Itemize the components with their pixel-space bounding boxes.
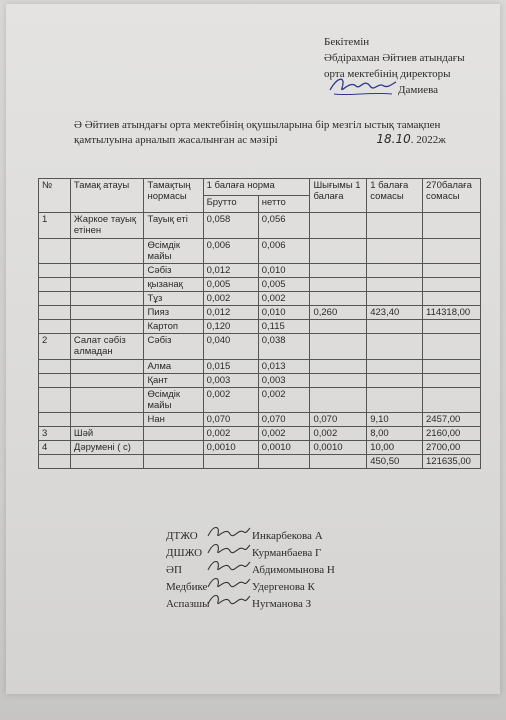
table-cell-total (423, 388, 481, 413)
table-cell-price (367, 213, 423, 239)
table-cell-total (423, 334, 481, 360)
table-cell-total: 2457,00 (423, 413, 481, 427)
table-cell-dish (70, 306, 144, 320)
table-cell-dish (70, 413, 144, 427)
table-cell-no (39, 306, 71, 320)
table-cell-out (310, 455, 367, 469)
table-row (39, 334, 481, 360)
table-cell-ing: Сәбіз (144, 334, 203, 360)
table-cell-total (423, 292, 481, 306)
table-cell-ing: Өсімдік майы (144, 388, 203, 413)
table-row (39, 264, 481, 278)
table-cell-price (367, 388, 423, 413)
approval-block (324, 34, 504, 98)
table-cell-price (367, 320, 423, 334)
table-cell-price (367, 239, 423, 264)
table-cell-dish (70, 292, 144, 306)
table-cell-no (39, 413, 71, 427)
table-cell-ing: Тұз (144, 292, 203, 306)
table-cell-out (310, 292, 367, 306)
table-cell-br: 0,003 (203, 374, 258, 388)
table-cell-total: 114318,00 (423, 306, 481, 320)
table-cell-ing: Сәбіз (144, 264, 203, 278)
table-cell-total (423, 239, 481, 264)
table-cell-out: 0,0010 (310, 441, 367, 455)
table-cell-no: 2 (39, 334, 71, 360)
table-cell-price (367, 278, 423, 292)
table-row (39, 306, 481, 320)
table-cell-no (39, 320, 71, 334)
table-cell-no (39, 374, 71, 388)
table-cell-out (310, 264, 367, 278)
table-cell-br: 0,058 (203, 213, 258, 239)
table-cell-price (367, 292, 423, 306)
table-cell-dish: Шәй (70, 427, 144, 441)
approval-line-1: Бекітемін (324, 36, 370, 48)
table-cell-ing: Пияз (144, 306, 203, 320)
table-cell-dish (70, 320, 144, 334)
table-cell-dish (70, 374, 144, 388)
table-cell-ing: Қант (144, 374, 203, 388)
signature-name: Курманбаева Г (252, 547, 322, 559)
document-title (74, 118, 494, 147)
table-row (39, 213, 481, 239)
table-cell-no (39, 360, 71, 374)
table-cell-net (258, 455, 310, 469)
signature-name: Абдимомынова Н (252, 564, 335, 576)
signature-row (166, 545, 426, 562)
table-row (39, 278, 481, 292)
table-cell-no: 4 (39, 441, 71, 455)
signature-name: Инкарбекова А (252, 530, 323, 542)
header-norm: 1 балаға норма (203, 179, 310, 196)
director-name: Дамиева (398, 84, 439, 96)
table-cell-no (39, 239, 71, 264)
table-cell-br: 0,002 (203, 292, 258, 306)
signature-role: ӘП (166, 564, 182, 576)
signature-role: Аспазшы (166, 598, 210, 610)
signature-row (166, 596, 426, 613)
table-cell-ing: Өсімдік майы (144, 239, 203, 264)
table-row (39, 388, 481, 413)
table-cell-br: 0,005 (203, 278, 258, 292)
table-cell-net: 0,0010 (258, 441, 310, 455)
table-cell-ing: Картоп (144, 320, 203, 334)
signature-name: Нугманова З (252, 598, 312, 610)
title-text: Ә Әйтиев атындағы орта мектебінің оқушыларына бір мезгіл ыстық тамақпен қамтылуына арналып жасалынған ас мәзірі (74, 119, 441, 146)
header-ingredient: Тамақтың нормасы (144, 179, 203, 213)
table-cell-net: 0,006 (258, 239, 310, 264)
table-row (39, 427, 481, 441)
table-cell-net: 0,115 (258, 320, 310, 334)
table-cell-out: 0,002 (310, 427, 367, 441)
table-cell-price: 9,10 (367, 413, 423, 427)
table-cell-br: 0,040 (203, 334, 258, 360)
table-cell-dish: Салат сәбіз алмадан (70, 334, 144, 360)
table-cell-price: 450,50 (367, 455, 423, 469)
signature-role: ДШЖО (166, 547, 203, 559)
table-cell-price: 10,00 (367, 441, 423, 455)
table-cell-net: 0,002 (258, 292, 310, 306)
signature-name: Удергенова К (252, 581, 315, 593)
table-row (39, 374, 481, 388)
table-cell-ing: Нан (144, 413, 203, 427)
table-cell-no (39, 292, 71, 306)
approval-line-2: Әбдірахман Әйтиев атындағы (324, 52, 465, 64)
table-cell-ing: Алма (144, 360, 203, 374)
table-cell-price: 8,00 (367, 427, 423, 441)
table-cell-br: 0,012 (203, 264, 258, 278)
table-cell-total (423, 360, 481, 374)
table-cell-dish (70, 360, 144, 374)
table-cell-net: 0,002 (258, 388, 310, 413)
table-cell-out (310, 213, 367, 239)
table-cell-out (310, 239, 367, 264)
director-signature-icon (328, 72, 398, 100)
table-body (39, 213, 481, 469)
signature-role: ДТЖО (166, 530, 198, 542)
header-no: № (39, 179, 71, 213)
approval-line-3: орта мектебінің директоры (324, 68, 451, 80)
header-output: Шығымы 1 балаға (310, 179, 367, 213)
table-cell-ing (144, 455, 203, 469)
table-cell-net: 0,038 (258, 334, 310, 360)
table-cell-ing: Тауық еті (144, 213, 203, 239)
document-sheet (6, 4, 500, 694)
table-cell-no: 1 (39, 213, 71, 239)
signature-icon (206, 590, 252, 612)
table-cell-no (39, 455, 71, 469)
table-cell-br: 0,070 (203, 413, 258, 427)
table-cell-br: 0,002 (203, 427, 258, 441)
header-total: 270балаға сомасы (423, 179, 481, 213)
header-dish: Тамақ атауы (70, 179, 144, 213)
table-cell-dish (70, 455, 144, 469)
table-cell-br: 0,002 (203, 388, 258, 413)
table-cell-out: 0,260 (310, 306, 367, 320)
table-cell-price: 423,40 (367, 306, 423, 320)
table-cell-out (310, 278, 367, 292)
table-cell-ing (144, 427, 203, 441)
table-row (39, 413, 481, 427)
table-cell-price (367, 374, 423, 388)
table-cell-price (367, 334, 423, 360)
signatures-block (166, 528, 426, 613)
table-cell-net: 0,010 (258, 306, 310, 320)
table-cell-no (39, 388, 71, 413)
table-cell-dish (70, 264, 144, 278)
table-cell-net: 0,002 (258, 427, 310, 441)
table-cell-dish: Дәрумені ( с) (70, 441, 144, 455)
table-cell-no: 3 (39, 427, 71, 441)
header-price: 1 балаға сомасы (367, 179, 423, 213)
table-cell-out: 0,070 (310, 413, 367, 427)
table-row (39, 239, 481, 264)
table-cell-ing: қызанақ (144, 278, 203, 292)
table-cell-out (310, 388, 367, 413)
table-row (39, 320, 481, 334)
table-cell-net: 0,005 (258, 278, 310, 292)
table-cell-net: 0,056 (258, 213, 310, 239)
table-cell-net: 0,003 (258, 374, 310, 388)
table-cell-br: 0,015 (203, 360, 258, 374)
table-cell-dish (70, 388, 144, 413)
header-brutto: Брутто (203, 196, 258, 213)
table-cell-br (203, 455, 258, 469)
table-row (39, 292, 481, 306)
signature-row (166, 528, 426, 545)
table-cell-total (423, 320, 481, 334)
signature-row (166, 579, 426, 596)
table-cell-net: 0,010 (258, 264, 310, 278)
table-cell-total (423, 374, 481, 388)
table-cell-dish: Жаркое тауық етінен (70, 213, 144, 239)
table-row (39, 455, 481, 469)
table-cell-no (39, 278, 71, 292)
table-cell-ing (144, 441, 203, 455)
table-header-row (39, 179, 481, 196)
table-cell-net: 0,070 (258, 413, 310, 427)
table-cell-br: 0,0010 (203, 441, 258, 455)
table-cell-net: 0,013 (258, 360, 310, 374)
table-cell-total: 2700,00 (423, 441, 481, 455)
table-cell-total: 121635,00 (423, 455, 481, 469)
table-cell-br: 0,012 (203, 306, 258, 320)
menu-table (38, 178, 481, 469)
table-cell-out (310, 360, 367, 374)
director-signature-line (324, 82, 504, 98)
table-cell-dish (70, 278, 144, 292)
table-cell-dish (70, 239, 144, 264)
table-cell-total: 2160,00 (423, 427, 481, 441)
table-cell-price (367, 360, 423, 374)
signature-role: Медбике (166, 581, 208, 593)
table-cell-out (310, 320, 367, 334)
handwritten-date: 18.10 (376, 132, 411, 146)
table-row (39, 441, 481, 455)
table-cell-total (423, 264, 481, 278)
signature-row (166, 562, 426, 579)
table-cell-out (310, 334, 367, 360)
table-cell-br: 0,006 (203, 239, 258, 264)
table-cell-out (310, 374, 367, 388)
table-cell-no (39, 264, 71, 278)
table-cell-total (423, 278, 481, 292)
table-cell-price (367, 264, 423, 278)
table-cell-br: 0,120 (203, 320, 258, 334)
date-suffix: . 2022ж (410, 134, 446, 146)
table-row (39, 360, 481, 374)
header-netto: нетто (258, 196, 310, 213)
table-cell-total (423, 213, 481, 239)
